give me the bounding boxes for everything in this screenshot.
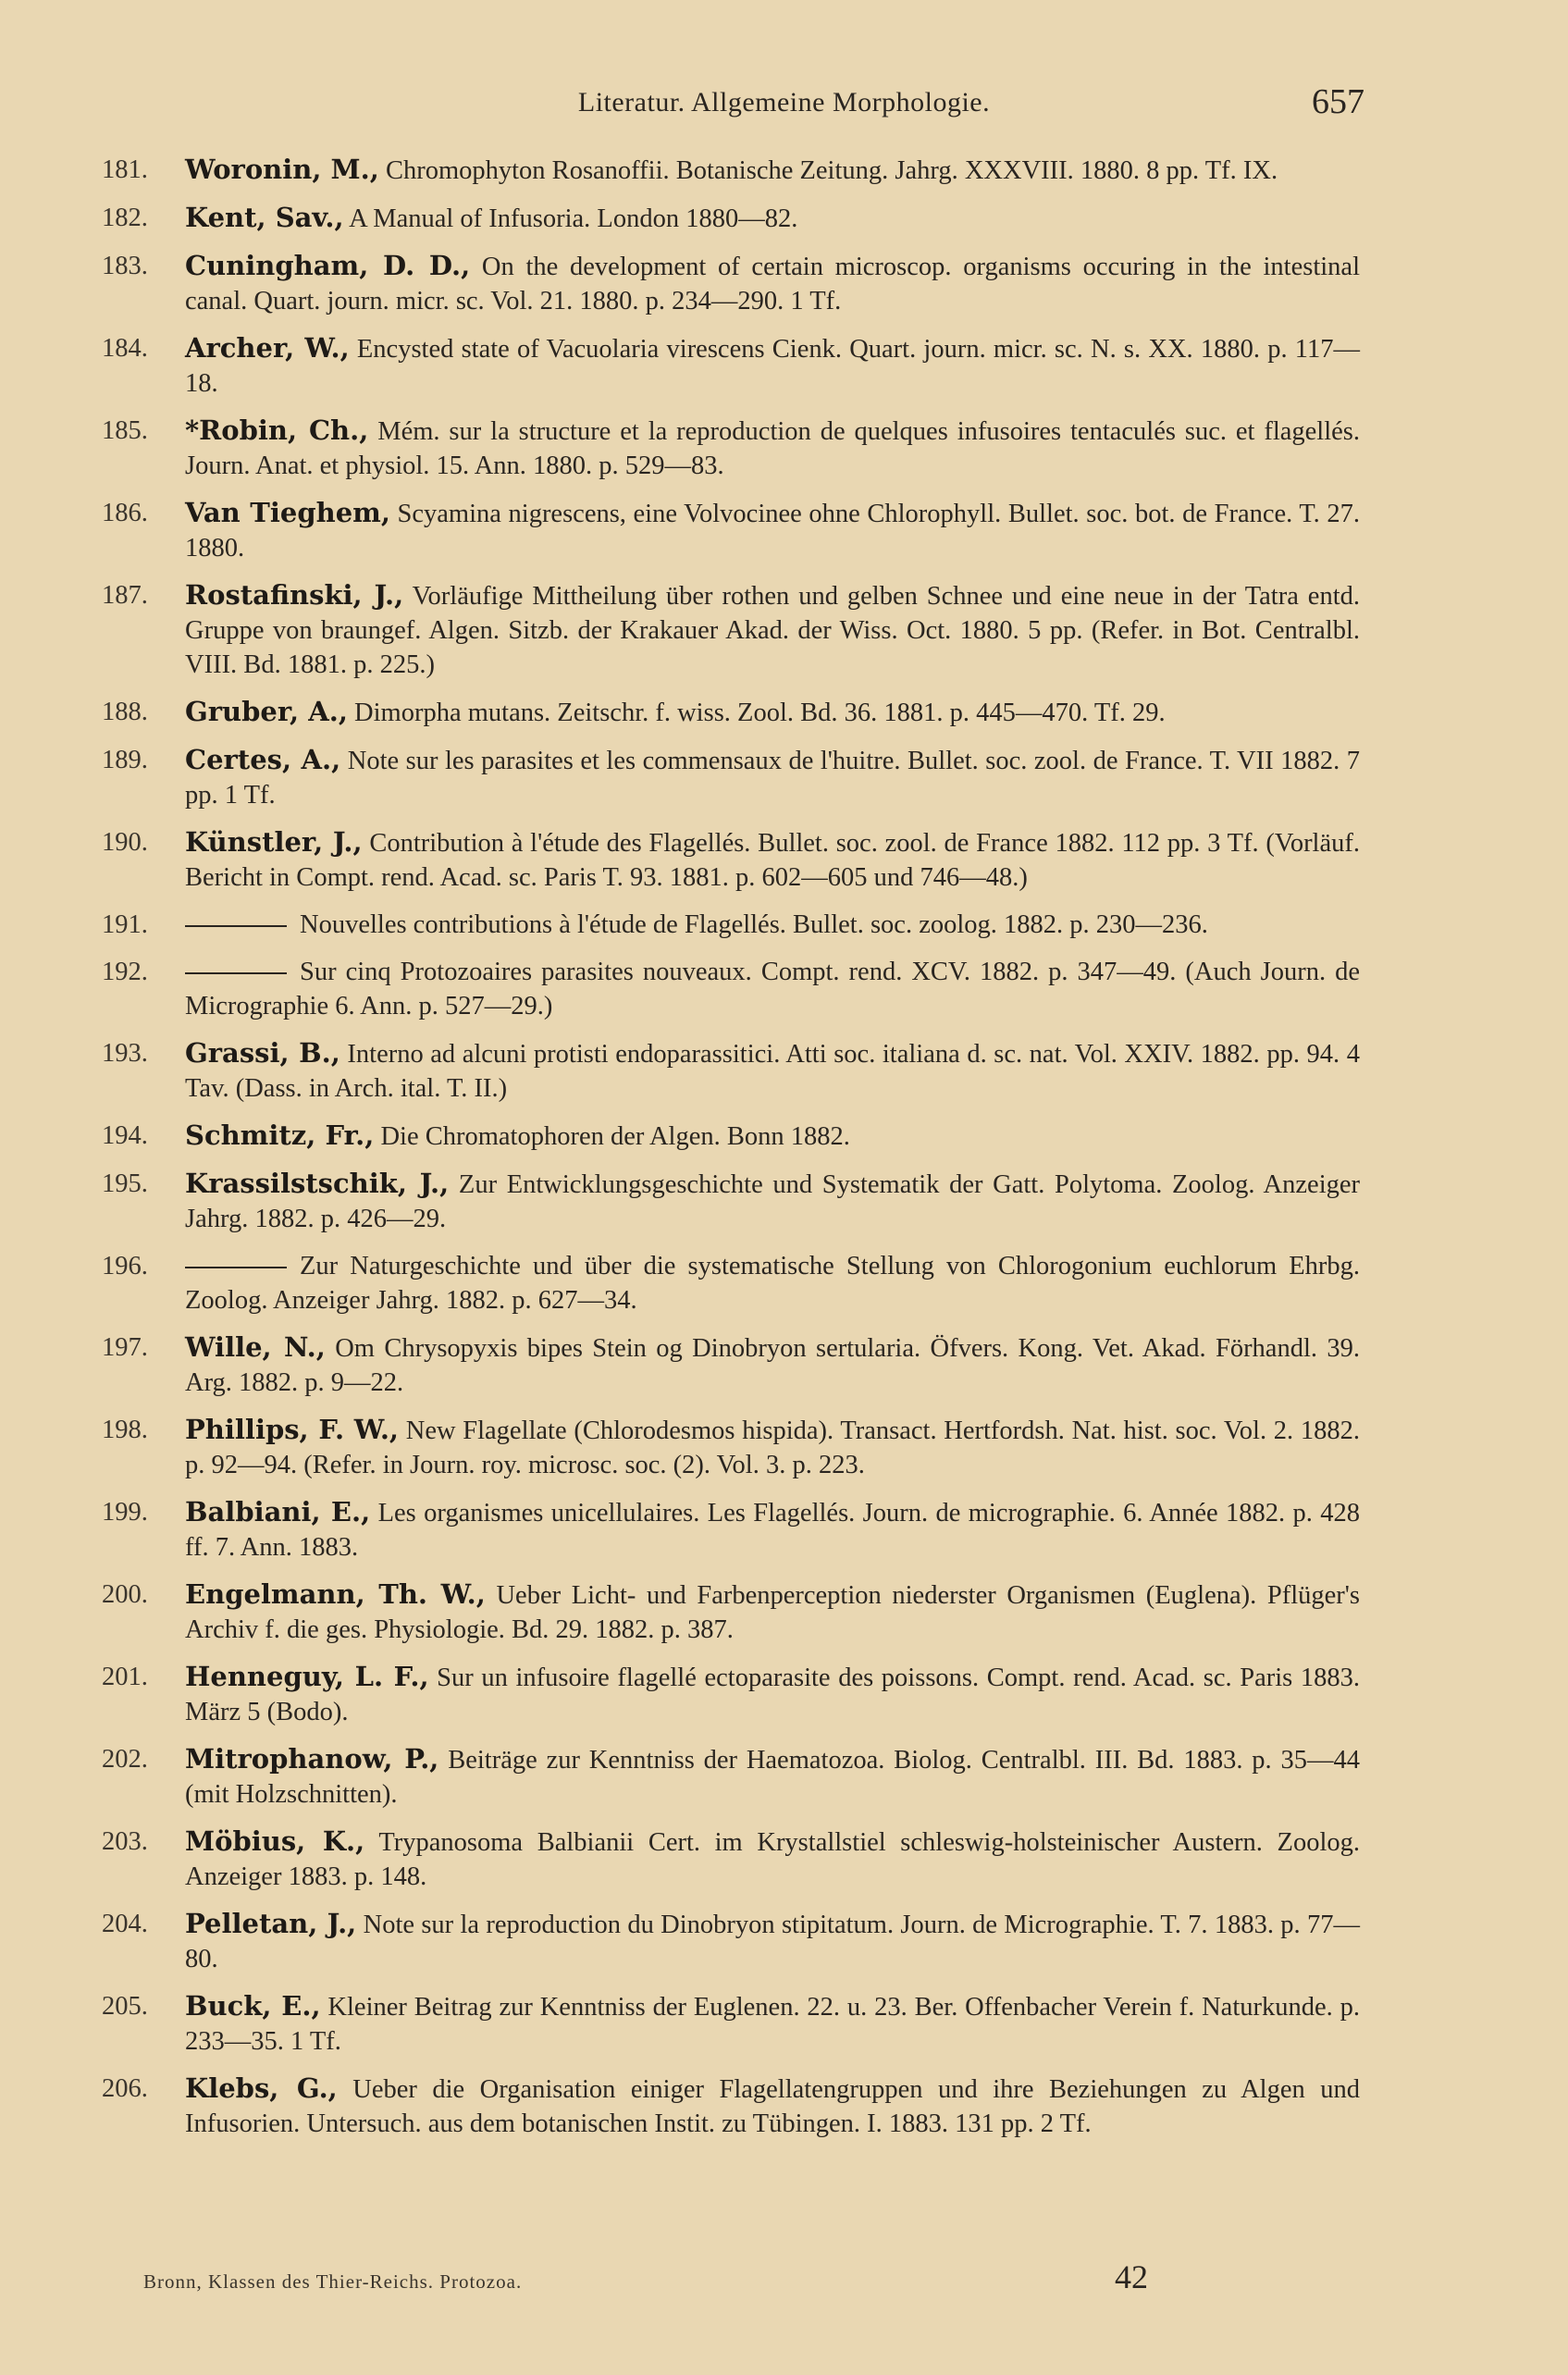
entry-number: 192. [102, 958, 148, 986]
bibliography-entry [102, 249, 1360, 318]
entry-citation: Die Chromatophoren der Algen. Bonn 1882. [374, 1122, 850, 1151]
entry-author: Gruber, A., [185, 696, 348, 727]
entry-number: 200. [102, 1580, 148, 1609]
entry-citation: Note sur les parasites et les commensaux de l'huitre. Bullet. soc. zool. de France. T. VII 1882. 7 pp. 1 Tf. [185, 747, 1360, 810]
entry-author: Rostafinski, J., [185, 579, 404, 611]
entry-number: 185. [102, 416, 148, 445]
entry-number: 189. [102, 746, 148, 774]
entry-citation: Zur Naturgeschichte und über die systematische Stellung von Chlorogonium euchlorum Ehrbg. Zoolog. Anzeiger Jahrg. 1882. p. 627—34. [185, 1252, 1360, 1315]
page-number: 657 [1312, 82, 1364, 121]
entry-citation: Om Chrysopyxis bipes Stein og Dinobryon sertularia. Öfvers. Kong. Vet. Akad. Förhandl. 39. Arg. 1882. p. 9—22. [185, 1334, 1360, 1397]
entry-author: Van Tieghem, [185, 497, 390, 528]
ditto-dash [185, 972, 287, 974]
entry-citation: Vorläufige Mittheilung über rothen und gelben Schnee und eine neue in der Tatra entd. Gruppe von braungef. Algen. Sitzb. der Krakauer Akad. der Wiss. Oct. 1880. 5 pp. (Refer. in Bot. Centralbl. VIII. Bd. 1881. p. 225.) [185, 582, 1360, 679]
entry-citation: New Flagellate (Chlorodesmos hispida). Transact. Hertfordsh. Nat. hist. soc. Vol. 2. 1882. p. 92—94. (Refer. in Journ. roy. microsc. soc. (2). Vol. 3. p. 223. [185, 1416, 1360, 1479]
bibliography-entry [102, 153, 1360, 188]
bibliography-entry [102, 1660, 1360, 1729]
entry-author: Certes, A., [185, 744, 341, 775]
bibliography-entry [102, 1167, 1360, 1236]
entry-number: 202. [102, 1745, 148, 1774]
running-head: Literatur. Allgemeine Morphologie. [577, 87, 991, 118]
entry-author: Kent, Sav., [185, 202, 344, 233]
bibliography-entry [102, 201, 1360, 236]
entry-author: Künstler, J., [185, 826, 363, 858]
bibliography-entry [102, 496, 1360, 565]
entry-number: 197. [102, 1333, 148, 1362]
entry-author: Pelletan, J., [185, 1908, 357, 1939]
entry-author: Woronin, M., [185, 154, 379, 185]
footer-source: Bronn, Klassen des Thier-Reichs. Protozoa. [143, 2270, 523, 2293]
entry-citation: Trypanosoma Balbianii Cert. im Krystallstiel schleswig-holsteinischer Austern. Zoolog. Anzeiger 1883. p. 148. [185, 1828, 1360, 1891]
entry-number: 201. [102, 1663, 148, 1691]
entry-author: *Robin, Ch., [185, 414, 369, 446]
entry-number: 203. [102, 1827, 148, 1856]
entry-author: Mitrophanow, P., [185, 1743, 439, 1775]
bibliography-entry [102, 331, 1360, 401]
entry-citation: Encysted state of Vacuolaria virescens Cienk. Quart. journ. micr. sc. N. s. XX. 1880. p. 117—18. [185, 335, 1361, 398]
entry-author: Cuningham, D. D., [185, 250, 471, 281]
entry-number: 204. [102, 1910, 148, 1938]
entry-author: Phillips, F. W., [185, 1414, 400, 1445]
bibliography-entry [102, 578, 1360, 682]
entry-citation: Beiträge zur Kenntniss der Haematozoa. Biolog. Centralbl. III. Bd. 1883. p. 35—44 (mit Holzschnitten). [185, 1746, 1360, 1809]
bibliography-entry [102, 1742, 1360, 1812]
entry-number: 184. [102, 334, 148, 363]
entry-citation: Contribution à l'étude des Flagellés. Bullet. soc. zool. de France 1882. 112 pp. 3 Tf. (Vorläuf. Bericht in Compt. rend. Acad. sc. Paris T. 93. 1881. p. 602—605 und 746—48.) [185, 829, 1360, 892]
bibliography-entry [102, 1907, 1360, 1976]
bibliography-entry [102, 1036, 1360, 1106]
entry-citation: Kleiner Beitrag zur Kenntniss der Euglenen. 22. u. 23. Ber. Offenbacher Verein f. Naturkunde. p. 233—35. 1 Tf. [185, 1993, 1360, 2056]
entry-citation: Sur un infusoire flagellé ectoparasite des poissons. Compt. rend. Acad. sc. Paris 1883. März 5 (Bodo). [185, 1664, 1361, 1726]
entry-author: Henneguy, L. F., [185, 1661, 429, 1692]
entry-citation: Scyamina nigrescens, eine Volvocinee ohne Chlorophyll. Bullet. soc. bot. de France. T. 27. 1880. [185, 500, 1360, 563]
entry-number: 198. [102, 1416, 148, 1444]
bibliography-entry [102, 414, 1360, 483]
entry-author: Balbiani, E., [185, 1496, 371, 1528]
bibliography-list [102, 153, 1360, 2154]
bibliography-entry [102, 1989, 1360, 2059]
entry-number: 183. [102, 252, 148, 280]
entry-citation: Mém. sur la structure et la reproduction de quelques infusoires tentaculés suc. et flagellés. Journ. Anat. et physiol. 15. Ann. 1880. p. 529—83. [185, 417, 1360, 480]
bibliography-entry [102, 2072, 1360, 2141]
page-footer [0, 2257, 1568, 2304]
entry-citation: Nouvelles contributions à l'étude de Flagellés. Bullet. soc. zoolog. 1882. p. 230—236. [300, 910, 1208, 939]
entry-number: 199. [102, 1498, 148, 1527]
ditto-dash [185, 925, 287, 927]
entry-citation: Dimorpha mutans. Zeitschr. f. wiss. Zool. Bd. 36. 1881. p. 445—470. Tf. 29. [347, 699, 1166, 727]
entry-author: Grassi, B., [185, 1037, 340, 1069]
bibliography-entry [102, 1413, 1360, 1482]
entry-citation: On the development of certain microscop. organisms occuring in the intestinal canal. Quart. journ. micr. sc. Vol. 21. 1880. p. 234—290. 1 Tf. [185, 253, 1360, 315]
bibliography-entry [102, 955, 1360, 1023]
bibliography-entry [102, 908, 1360, 942]
entry-author: Archer, W., [185, 332, 350, 364]
bibliography-entry [102, 1119, 1360, 1154]
entry-number: 196. [102, 1252, 148, 1280]
signature-mark: 42 [1115, 2258, 1148, 2295]
entry-number: 188. [102, 698, 148, 726]
bibliography-entry [102, 743, 1360, 812]
entry-citation: Ueber die Organisation einiger Flagellatengruppen und ihre Beziehungen zu Algen und Infusorien. Untersuch. aus dem botanischen Instit. zu Tübingen. I. 1883. 131 pp. 2 Tf. [185, 2075, 1360, 2138]
entry-citation: Note sur la reproduction du Dinobryon stipitatum. Journ. de Micrographie. T. 7. 1883. p. 77—80. [185, 1911, 1361, 1973]
entry-author: Wille, N., [185, 1331, 326, 1363]
bibliography-entry [102, 1330, 1360, 1400]
entry-number: 194. [102, 1121, 148, 1150]
bibliography-entry [102, 695, 1360, 730]
entry-author: Möbius, K., [185, 1825, 365, 1857]
entry-number: 187. [102, 581, 148, 610]
entry-citation: Les organismes unicellulaires. Les Flagellés. Journ. de micrographie. 6. Année 1882. p. 428 ff. 7. Ann. 1883. [185, 1499, 1360, 1562]
entry-citation: Interno ad alcuni protisti endoparassitici. Atti soc. italiana d. sc. nat. Vol. XXIV. 1882. pp. 94. 4 Tav. (Dass. in Arch. ital. T. II.) [185, 1040, 1360, 1103]
entry-author: Schmitz, Fr., [185, 1119, 375, 1151]
entry-citation: Chromophyton Rosanoffii. Botanische Zeitung. Jahrg. XXXVIII. 1880. 8 pp. Tf. IX. [378, 156, 1278, 185]
entry-number: 193. [102, 1039, 148, 1068]
entry-number: 191. [102, 910, 148, 939]
entry-number: 195. [102, 1169, 148, 1198]
entry-citation: Ueber Licht- und Farbenperception niederster Organismen (Euglena). Pflüger's Archiv f. die ges. Physiologie. Bd. 29. 1882. p. 387. [185, 1581, 1360, 1644]
entry-number: 186. [102, 499, 148, 527]
entry-citation: Zur Entwicklungsgeschichte und Systematik der Gatt. Polytoma. Zoolog. Anzeiger Jahrg. 1882. p. 426—29. [185, 1170, 1360, 1233]
page-header [0, 81, 1568, 137]
bibliography-entry [102, 1825, 1360, 1894]
bibliography-entry [102, 1495, 1360, 1565]
entry-author: Krassilstschik, J., [185, 1168, 450, 1199]
entry-number: 190. [102, 828, 148, 857]
entry-citation: A Manual of Infusoria. London 1880—82. [343, 204, 798, 233]
entry-author: Klebs, G., [185, 2072, 338, 2104]
entry-number: 206. [102, 2074, 148, 2103]
bibliography-entry [102, 1249, 1360, 1317]
entry-number: 182. [102, 204, 148, 232]
entry-author: Engelmann, Th. W., [185, 1578, 486, 1610]
bibliography-entry [102, 1577, 1360, 1647]
bibliography-entry [102, 825, 1360, 895]
entry-author: Buck, E., [185, 1990, 321, 2022]
entry-number: 181. [102, 155, 148, 184]
entry-citation: Sur cinq Protozoaires parasites nouveaux. Compt. rend. XCV. 1882. p. 347—49. (Auch Journ. de Micrographie 6. Ann. p. 527—29.) [185, 958, 1360, 1021]
ditto-dash [185, 1267, 287, 1268]
entry-number: 205. [102, 1992, 148, 2021]
